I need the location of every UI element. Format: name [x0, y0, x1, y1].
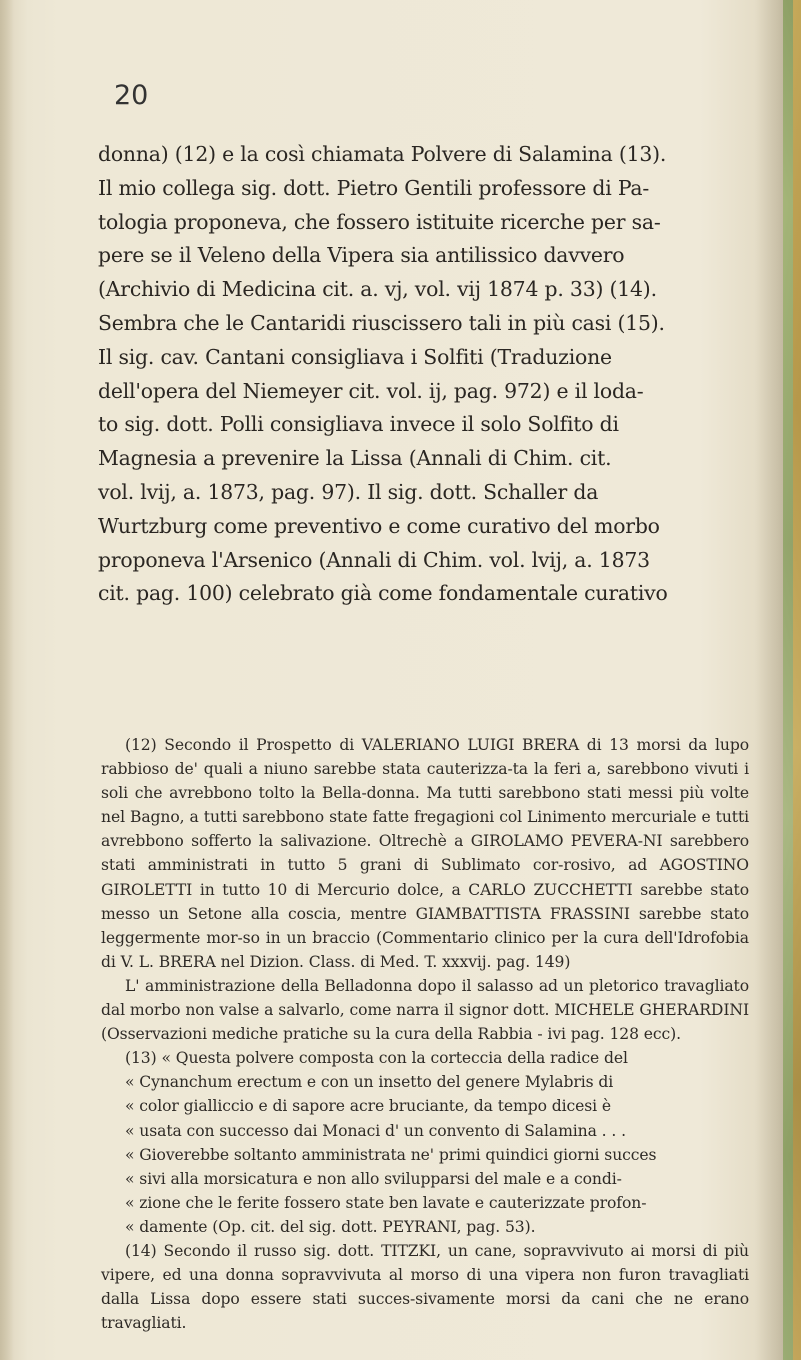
main-line: Magnesia a prevenire la Lissa (Annali di Chim. cit.	[98, 446, 612, 471]
main-line: donna) (12) e la così chiamata Polvere di Salamina (13).	[98, 142, 667, 166]
main-line: vol. lvij, a. 1873, pag. 97). Il sig. dott. Schaller da	[98, 479, 599, 504]
main-line: tologia proponeva, che fossero istituite ricerche per sa-	[98, 209, 661, 234]
book-edge	[755, 0, 801, 1360]
footnote-13-quote-line: « sivi alla morsicatura e non allo svilupparsi del male e a condi-	[125, 1169, 622, 1188]
footnote-13-quote-line: « usata con successo dai Monaci d' un convento di Salamina . . .	[125, 1121, 626, 1140]
footnote-13-quote-line: « Cynanchum erectum e con un insetto del genere Mylabris di	[125, 1073, 614, 1092]
main-line: pere se il Veleno della Vipera sia antilissico davvero	[98, 243, 625, 268]
footnote-13-quote-line: « color gialliccio e di sapore acre bruciante, da tempo dicesi è	[125, 1097, 612, 1116]
footnote-13-quote-line: « zione che le ferite fossero state ben lavate e cauterizzate profon-	[125, 1193, 647, 1212]
main-line: (Archivio di Medicina cit. a. vj, vol. vij 1874 p. 33) (14).	[98, 277, 657, 302]
main-line: Wurtzburg come preventivo e come curativo del morbo	[98, 513, 660, 538]
footnote-13-quote-line: « Gioverebbe soltanto amministrata ne' primi quindici giorni succes	[125, 1145, 657, 1164]
main-line: Il sig. cav. Cantani consigliava i Solfiti (Traduzione	[98, 344, 612, 369]
footnote-13-quote-line: « damente (Op. cit. del sig. dott. PEYRANI, pag. 53).	[125, 1217, 536, 1236]
main-line: dell'opera del Niemeyer cit. vol. ij, pag. 972) e il loda-	[98, 378, 644, 403]
main-line: proponeva l'Arsenico (Annali di Chim. vol. lvij, a. 1873	[98, 547, 650, 572]
main-line: Sembra che le Cantaridi riuscissero tali in più casi (15).	[98, 310, 665, 335]
footnote-14: (14) Secondo il russo sig. dott. TITZKI, un cane, sopravvivuto ai morsi di più vipere, ed una donna sopravvivuta al morso di una vipera non furon travagliati dalla Lissa dopo essere stati succes-sivamente morsi da cani che ne erano travagliati.	[101, 1241, 749, 1333]
main-line: to sig. dott. Polli consigliava invece il solo Solfito di	[98, 412, 619, 437]
book-edge-green-band	[783, 0, 793, 1360]
main-text	[98, 138, 748, 611]
main-line: cit. pag. 100) celebrato già come fondamentale curativo	[98, 581, 668, 606]
footnote-13: (13) « Questa polvere composta con la corteccia della radice del	[125, 1049, 628, 1068]
page-number: 20	[114, 80, 149, 111]
page-gutter-shadow	[0, 0, 14, 1360]
main-line: Il mio collega sig. dott. Pietro Gentili professore di Pa-	[98, 175, 650, 200]
footnote-12: (12) Secondo il Prospetto di VALERIANO LUIGI BRERA di 13 morsi da lupo rabbioso de' quali a niuno sarebbe stata cauterizza-ta la feri a, sarebbono vivuti i soli che avrebbono tolto la Bella-donna. Ma tutti sarebbono stati messi più volte nel Bagno, a tutti sarebbono state fatte fregagioni col Linimento mercuriale e tutti avrebbono sofferto la salivazione. Oltrechè a GIROLAMO PEVERA-NI sarebbero stati amministrati in tutto 5 grani di Sublimato cor-rosivo, ad AGOSTINO GIROLETTI in tutto 10 di Mercurio dolce, a CARLO ZUCCHETTI sarebbe stato messo un Setone alla coscia, mentre GIAMBATTISTA FRASSINI sarebbe stato leggermente mor-so in un braccio (Commentario clinico per la cura dell'Idrofobia di V. L. BRERA nel Dizion. Class. di Med. T. xxxvij. pag. 149)	[101, 736, 749, 971]
footnotes	[101, 733, 749, 1335]
book-edge-gold-band	[793, 0, 801, 1360]
footnote-12-continuation: L' amministrazione della Belladonna dopo il salasso ad un pletorico travagliato dal morbo non valse a salvarlo, come narra il signor dott. MICHELE GHERARDINI (Osservazioni mediche pratiche su la cura della Rabbia - ivi pag. 128 ecc).	[101, 976, 749, 1044]
